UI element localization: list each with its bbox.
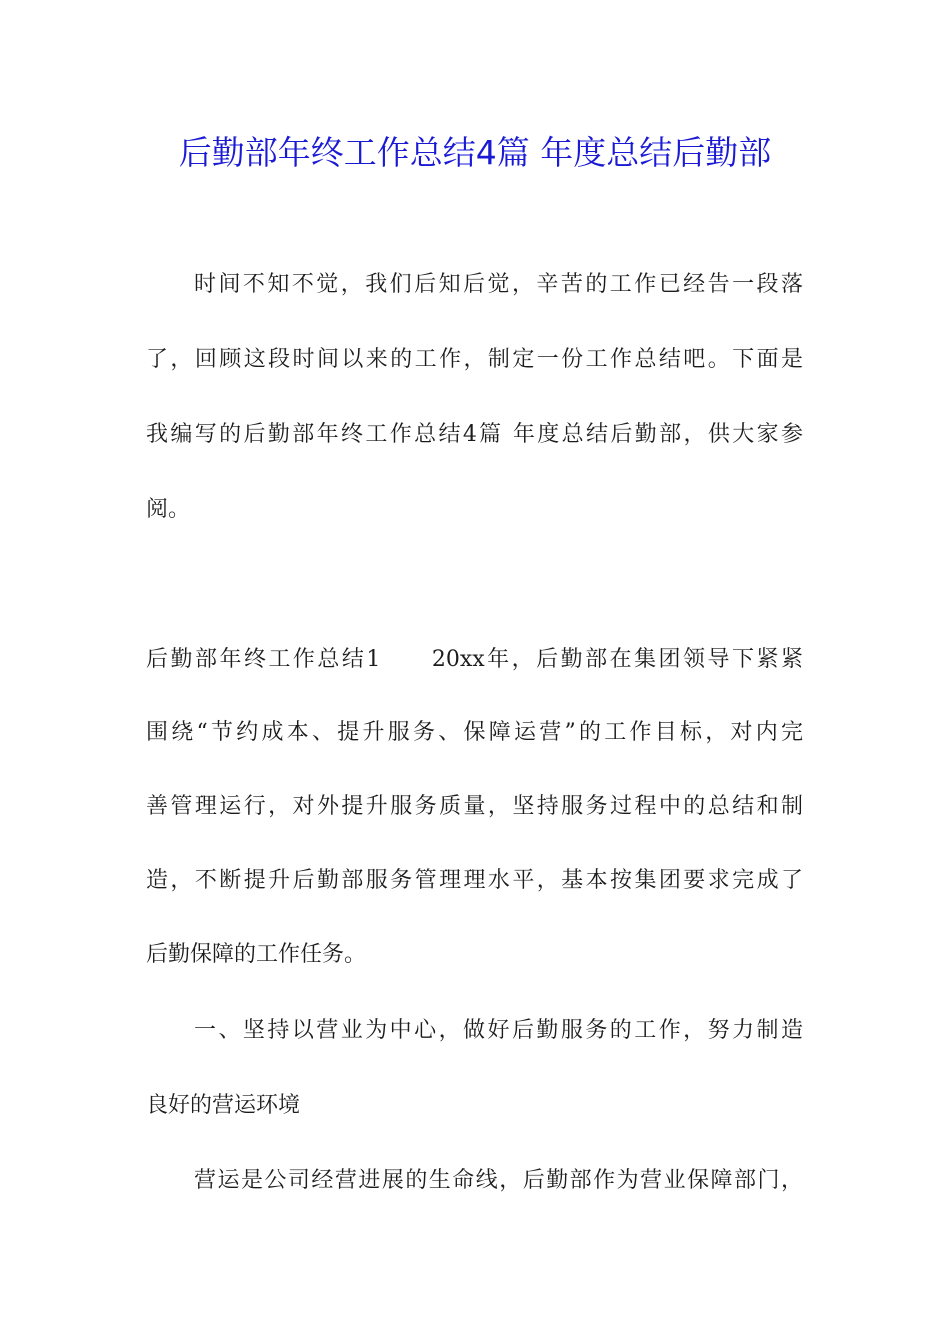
paragraph-line: 营运是公司经营进展的生命线，后勤部作为营业保障部门，: [194, 1168, 803, 1193]
paragraph-line: 造，不断提升后勤部服务管理理水平，基本按集团要求完成了: [146, 868, 803, 893]
document-title: 后勤部年终工作总结4篇 年度总结后勤部: [178, 133, 772, 172]
paragraph-line: 时间不知不觉，我们后知后觉，辛苦的工作已经告一段落: [194, 272, 803, 297]
paragraph-line: 后勤部年终工作总结1 20xx年，后勤部在集团领导下紧紧: [146, 647, 803, 672]
section-heading-line: 良好的营运环境: [146, 1093, 301, 1118]
paragraph-line: 围绕“节约成本、提升服务、保障运营”的工作目标，对内完: [146, 720, 803, 745]
paragraph-line: 了，回顾这段时间以来的工作，制定一份工作总结吧。下面是: [146, 347, 803, 372]
paragraph-line: 阅。: [146, 497, 191, 522]
paragraph-line: 后勤保障的工作任务。: [146, 942, 367, 967]
paragraph-line: 我编写的后勤部年终工作总结4篇 年度总结后勤部，供大家参: [146, 422, 803, 447]
paragraph-line: 善管理运行，对外提升服务质量，坚持服务过程中的总结和制: [146, 794, 803, 819]
section-heading-line: 一、坚持以营业为中心，做好后勤服务的工作，努力制造: [194, 1018, 803, 1043]
